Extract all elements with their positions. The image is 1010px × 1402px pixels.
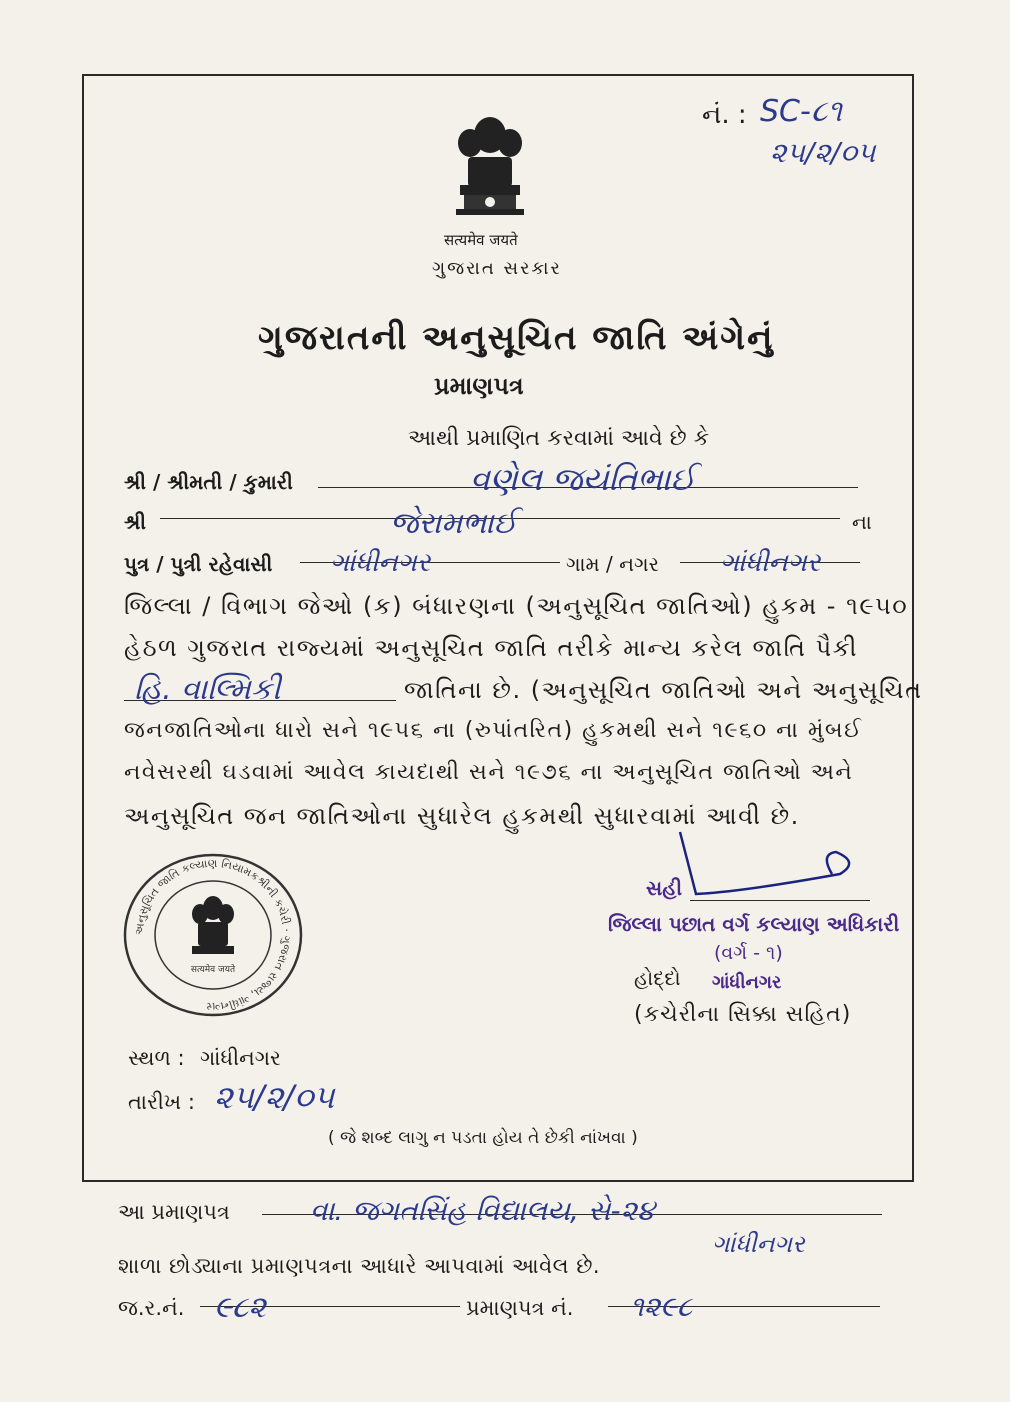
date-value: ૨૫/૨/૦૫ <box>214 1078 335 1116</box>
certificate-subtitle: પ્રમાણપત્ર <box>434 372 524 400</box>
strike-note: ( જે શબ્દ લાગુ ન પડતા હોય તે છેકી નાંખવા ) <box>328 1128 638 1148</box>
emblem-motto: सत्यमेव जयते <box>444 231 518 249</box>
ref-number-label: નં. : <box>702 100 747 130</box>
seal-ring-text: અનુસૂચિત જાતિ કલ્યાણ નિયામકશ્રીની કચેરી · ગુજરાત રાજ્ય, ગાંધીનગર <box>132 856 294 1014</box>
ref-number-sub: ૨૫/૨/૦૫ <box>770 136 876 169</box>
jr-number-label: જ.ર.નં. <box>118 1296 185 1320</box>
village-value: ગાંધીનગર <box>720 548 821 578</box>
resident-label: પુત્ર / પુત્રી રહેવાસી <box>124 552 273 576</box>
body-line-1: જિલ્લા / વિભાગ જેઓ (ક) બંધારણના (અનુસૂચિત જાતિઓ) હુકમ - ૧૯૫૦ <box>124 592 909 620</box>
body-line-2: હેઠળ ગુજરાત રાજ્યમાં અનુસૂચિત જાતિ તરીકે માન્ય કરેલ જાતિ પૈકી <box>124 634 858 662</box>
intro-text: આથી પ્રમાણિત કરવામાં આવે છે કે <box>408 426 710 451</box>
signature-line <box>690 900 870 901</box>
footer-line-2: શાળા છોડ્યાના પ્રમાણપત્રના આધારે આપવામાં આવેલ છે. <box>118 1254 601 1278</box>
officer-class: (વર્ગ - ૧) <box>714 942 783 964</box>
name-label: શ્રી / શ્રીમતી / કુમારી <box>124 470 293 494</box>
father-value: જેરામભાઈ <box>390 506 517 541</box>
seal-motto: सत्यमेव जयते <box>190 965 236 975</box>
village-label: ગામ / નગર <box>566 552 659 576</box>
signature-label: સહી <box>646 876 683 900</box>
office-seal <box>118 850 308 1020</box>
body-line-4: જનજાતિઓના ધારો સને ૧૯૫૬ ના (રુપાંતરિત) હુકમથી સને ૧૯૬૦ ના મુંબઈ <box>124 718 863 743</box>
father-label: શ્રી <box>124 510 147 534</box>
jr-number-value: ૯૮૨ <box>214 1290 266 1325</box>
footer-cert-label: આ પ્રમાણપત્ર <box>118 1200 230 1224</box>
national-emblem-icon <box>440 105 540 225</box>
ref-number-value: SC-૮૧ <box>760 94 843 129</box>
body-line-5: નવેસરથી ઘડવામાં આવેલ કાયદાથી સને ૧૯૭૬ ના અનુસૂચિત જાતિઓ અને <box>124 760 854 785</box>
government-name: ગુજરાત સરકાર <box>432 258 562 279</box>
cert-number-label: પ્રમાણપત્ર નં. <box>466 1296 574 1320</box>
place-value: ગાંધીનગર <box>200 1046 281 1070</box>
date-label: તારીખ : <box>128 1090 195 1114</box>
signature-stroke <box>660 822 880 902</box>
name-value: વણેલ જયંતિભાઈ <box>470 460 696 498</box>
body-line-6: અનુસૂચિત જન જાતિઓના સુધારેલ હુકમથી સુધારવામાં આવી છે. <box>124 802 800 830</box>
cert-number-value: ૧૨૯૮ <box>630 1290 693 1323</box>
footer-cert-value: વા. જગતસિંહ વિદ્યાલય, સે-૨૪ <box>310 1194 655 1227</box>
father-suffix: ના <box>852 510 872 534</box>
officer-place-stamp: ગાંધીનગર <box>712 972 782 993</box>
caste-value: હિ. વાલ્મિકી <box>134 672 281 707</box>
footer-cert-value-2: ગાંધીનગર <box>712 1230 805 1258</box>
office-seal-note: (કચેરીના સિક્કા સહિત) <box>634 1002 852 1027</box>
designation-label: હોદ્દો <box>634 966 681 990</box>
officer-stamp: જિલ્લા પછાત વર્ગ કલ્યાણ અધિકારી <box>608 912 900 936</box>
place-label: સ્થળ : <box>128 1046 185 1070</box>
body-line-3: જાતિના છે. (અનુસૂચિત જાતિઓ અને અનુસૂચિત <box>404 676 923 704</box>
certificate-title: ગુજરાતની અનુસૂચિત જાતિ અંગેનું <box>258 318 775 358</box>
resident-value: ગાંધીનગર <box>330 548 431 578</box>
